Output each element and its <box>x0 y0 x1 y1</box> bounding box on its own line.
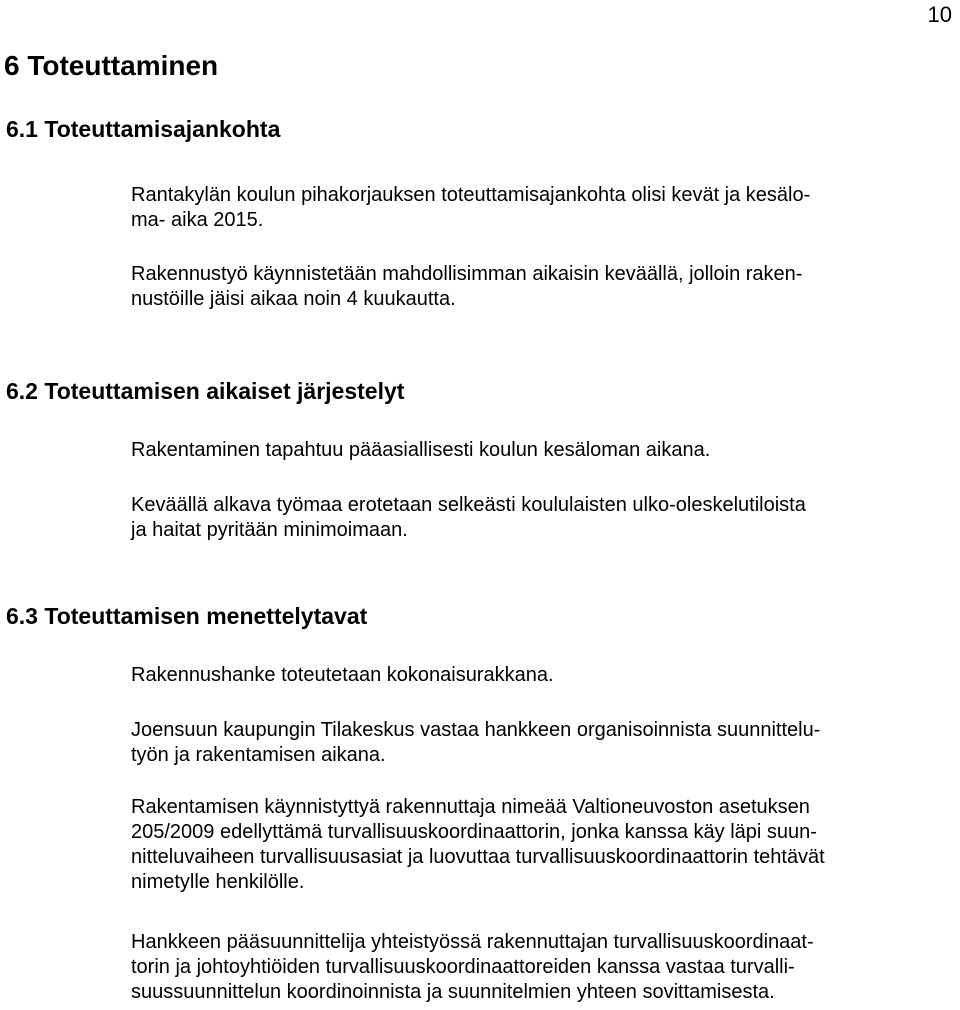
text-line: Joensuun kaupungin Tilakeskus vastaa hankkeen organisoinnista suunnittelu- <box>131 719 821 741</box>
paragraph <box>131 493 951 543</box>
paragraph <box>131 438 951 463</box>
text-line: Keväällä alkava työmaa erotetaan selkeästi koululaisten ulko-oleskelutiloista <box>131 494 806 516</box>
paragraph <box>131 930 951 1005</box>
section-heading-6-3: 6.3 Toteuttamisen menettelytavat <box>6 603 368 629</box>
chapter-heading: 6 Toteuttaminen <box>4 50 219 81</box>
section-heading-6-2: 6.2 Toteuttamisen aikaiset järjestelyt <box>6 378 405 404</box>
text-line: Rantakylän koulun pihakorjauksen toteuttamisajankohta olisi kevät ja kesälo- <box>131 184 811 206</box>
text-line: torin ja johtoyhtiöiden turvallisuuskoordinaattoreiden kanssa vastaa turvalli- <box>131 956 795 978</box>
text-line: nitteluvaiheen turvallisuusasiat ja luovuttaa turvallisuuskoordinaattorin tehtävät <box>131 846 825 868</box>
text-line: nustöille jäisi aikaa noin 4 kuukautta. <box>131 288 456 310</box>
paragraph <box>131 718 951 768</box>
text-line: Rakennushanke toteutetaan kokonaisurakkana. <box>131 664 554 686</box>
section-heading-6-1: 6.1 Toteuttamisajankohta <box>6 116 281 142</box>
text-line: Rakennustyö käynnistetään mahdollisimman aikaisin keväällä, jolloin raken- <box>131 263 803 285</box>
text-line: suussuunnittelun koordinoinnista ja suunnitelmien yhteen sovittamisesta. <box>131 981 775 1003</box>
text-line: Rakentamisen käynnistyttyä rakennuttaja nimeää Valtioneuvoston asetuksen <box>131 796 810 818</box>
text-line: nimetylle henkilölle. <box>131 871 305 893</box>
text-line: 205/2009 edellyttämä turvallisuuskoordinaattorin, jonka kanssa käy läpi suun- <box>131 821 817 843</box>
text-line: Rakentaminen tapahtuu pääasiallisesti koulun kesäloman aikana. <box>131 439 711 461</box>
paragraph <box>131 262 951 312</box>
paragraph <box>131 663 951 688</box>
text-line: työn ja rakentamisen aikana. <box>131 744 386 766</box>
text-line: ma- aika 2015. <box>131 209 264 231</box>
text-line: Hankkeen pääsuunnittelija yhteistyössä rakennuttajan turvallisuuskoordinaat- <box>131 931 814 953</box>
text-line: ja haitat pyritään minimoimaan. <box>131 519 408 541</box>
page-number: 10 <box>927 2 952 27</box>
paragraph <box>131 183 951 233</box>
paragraph <box>131 795 951 895</box>
